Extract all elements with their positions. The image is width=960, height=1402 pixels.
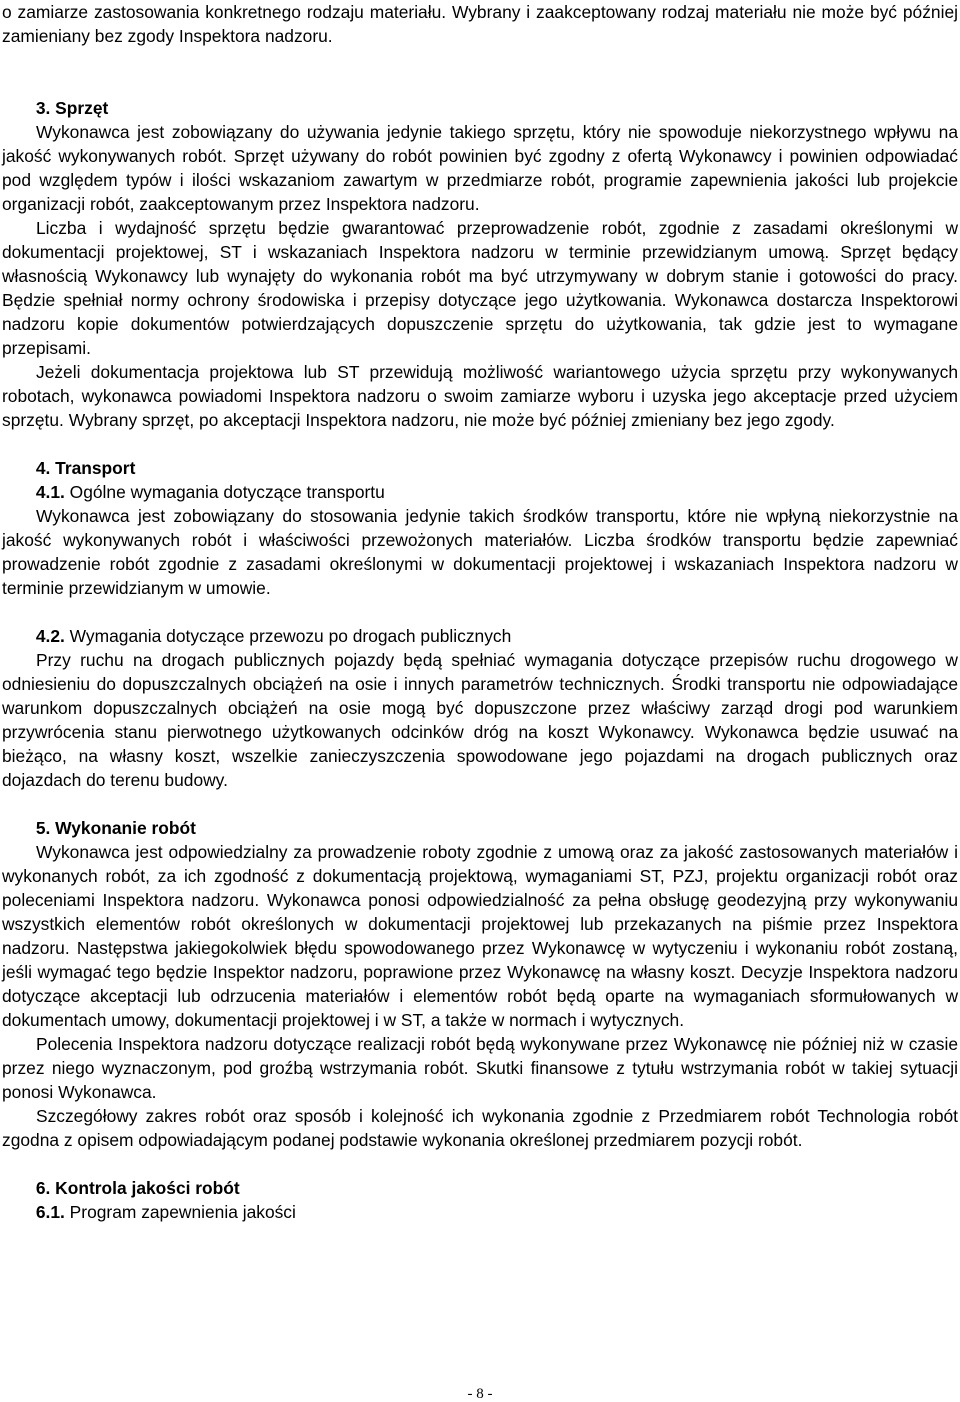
section-5-heading: 5. Wykonanie robót (35, 818, 196, 838)
section-4-1-paragraph: Wykonawca jest zobowiązany do stosowania jedynie takich środków transportu, które nie wpłyną niekorzystnie na jakość wykonywanych robót i właściwości przewożonych materiałów. Liczba środków transportu będzie zapewniać prowadzenie robót zgodnie z zasadami określonymi w dokumentacji projektowej i wskazaniach Inspektora nadzoru w terminie przewidzianym w umowie. (2, 506, 958, 598)
section-3-heading: 3. Sprzęt (35, 98, 109, 118)
spacer (2, 792, 958, 816)
spacer (2, 48, 958, 72)
section-6-1-heading: 6.1. Program zapewnienia jakości (35, 1202, 296, 1222)
page-number: - 8 - (467, 1386, 493, 1402)
section-4-2-paragraph: Przy ruchu na drogach publicznych pojazdy będą spełniać wymagania dotyczące przepisów ruchu drogowego w odniesieniu do dopuszczalnych obciążeń na osie i innych parametrów technicznych. Środki transportu nie odpowiadające warunkom dopuszczalnych obciążeń na osie mogą być dopuszczone przez właściwy zarząd drogi pod warunkiem przywrócenia stanu pierwotnego użytkowanych odcinków dróg na koszt Wykonawcy. Wykonawca będzie usuwać na bieżąco, na własny koszt, wszelkie zanieczyszczenia spowodowane jego pojazdami na drogach publicznych oraz dojazdach do terenu budowy. (2, 650, 958, 790)
section-6-heading: 6. Kontrola jakości robót (35, 1178, 240, 1198)
intro-paragraph: o zamiarze zastosowania konkretnego rodzaju materiału. Wybrany i zaakceptowany rodzaj materiału nie może być później zamieniany bez zgody Inspektora nadzoru. (2, 2, 958, 46)
spacer (2, 600, 958, 624)
section-4-heading: 4. Transport (35, 458, 136, 478)
spacer (2, 1152, 958, 1176)
section-3-paragraph-3: Jeżeli dokumentacja projektowa lub ST przewidują możliwość wariantowego użycia sprzętu przy wykonywanych robotach, wykonawca powiadomi Inspektora nadzoru o swoim zamiarze wyboru i uzyska jego akceptacje przed użyciem sprzętu. Wybrany sprzęt, po akceptacji Inspektora nadzoru, nie może być później zmieniany bez jego zgody. (2, 362, 958, 430)
section-3-paragraph-2: Liczba i wydajność sprzętu będzie gwarantować przeprowadzenie robót, zgodnie z zasadami określonymi w dokumentacji projektowej, ST i wskazaniach Inspektora nadzoru w terminie przewidzianym umową. Sprzęt będący własnością Wykonawcy lub wynajęty do wykonania robót ma być utrzymywany w dobrym stanie i gotowości do pracy. Będzie spełniał normy ochrony środowiska i przepisy dotyczące jego użytkowania. Wykonawca dostarcza Inspektorowi nadzoru kopie dokumentów potwierdzających dopuszczenie sprzętu do użytkowania, tak gdzie jest to wymagane przepisami. (2, 218, 958, 358)
spacer (2, 432, 958, 456)
section-4-1-heading: 4.1. Ogólne wymagania dotyczące transportu (35, 482, 385, 502)
spacer (2, 72, 958, 96)
section-5-paragraph-1: Wykonawca jest odpowiedzialny za prowadzenie roboty zgodnie z umową oraz za jakość zastosowanych materiałów i wykonanych robót, za ich zgodność z dokumentacją projektową, wymaganiami ST, PZJ, projektu organizacji robót oraz poleceniami Inspektora nadzoru. Wykonawca ponosi odpowiedzialność za pełna obsługę geodezyjną przy wykonywaniu wszystkich elementów robót określonych w dokumentacji projektowej lub przekazanych na piśmie przez Inspektora nadzoru. Następstwa jakiegokolwiek błędu spowodowanego przez Wykonawcę w wytyczeniu i wykonaniu robót zostaną, jeśli wymagać tego będzie Inspektor nadzoru, poprawione przez Wykonawcę na własny koszt. Decyzje Inspektora nadzoru dotyczące akceptacji lub odrzucenia materiałów i elementów robót będą oparte na wymaganiach sformułowanych w dokumentach umowy, dokumentacji projektowej i w ST, a także w normach i wytycznych. (2, 842, 958, 1030)
section-5-paragraph-2: Polecenia Inspektora nadzoru dotyczące realizacji robót będą wykonywane przez Wykonawcę nie później niż w czasie przez niego wyznaczonym, pod groźbą wstrzymania robót. Skutki finansowe z tytułu wstrzymania robót w takiej sytuacji ponosi Wykonawca. (2, 1034, 958, 1102)
section-3-paragraph-1: Wykonawca jest zobowiązany do używania jedynie takiego sprzętu, który nie spowoduje niekorzystnego wpływu na jakość wykonywanych robót. Sprzęt używany do robót powinien być zgodny z ofertą Wykonawcy i powinien odpowiadać pod względem typów i ilości wskazaniom zawartym w przedmiarze robót, programie zapewnienia jakości lub projekcie organizacji robót, zaakceptowanym przez Inspektora nadzoru. (2, 122, 958, 214)
section-4-2-heading: 4.2. Wymagania dotyczące przewozu po drogach publicznych (35, 626, 512, 646)
section-5-paragraph-3: Szczegółowy zakres robót oraz sposób i kolejność ich wykonania zgodnie z Przedmiarem robót Technologia robót zgodna z opisem odpowiadającym podanej podstawie wykonania określonej przedmiarem pozycji robót. (2, 1106, 958, 1150)
